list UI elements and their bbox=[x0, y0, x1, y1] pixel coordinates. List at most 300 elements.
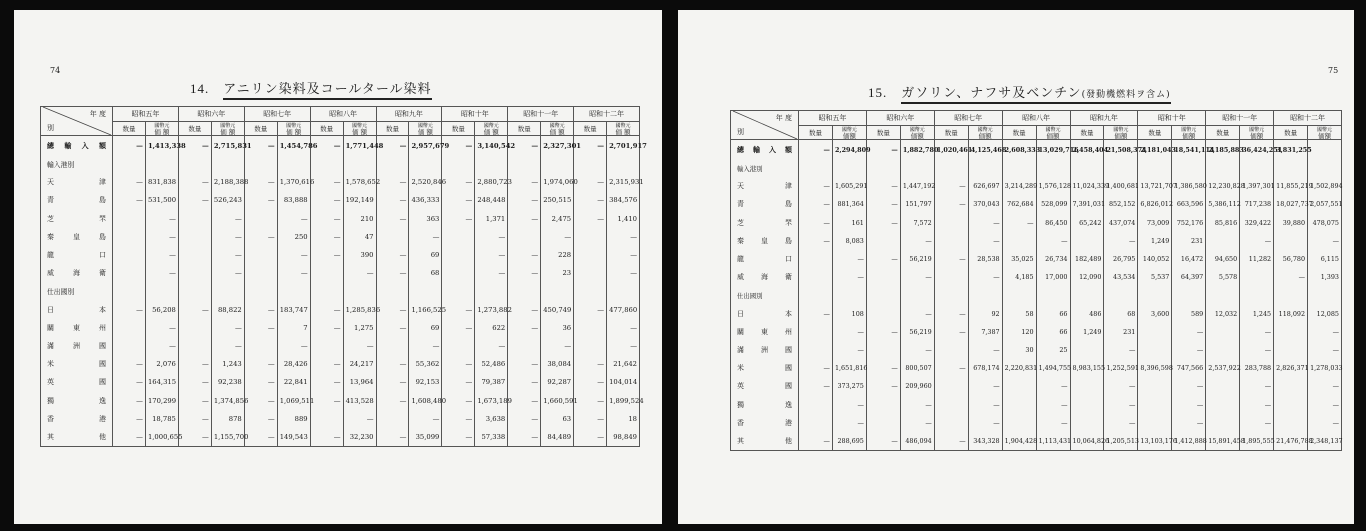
row-label: 關東州 bbox=[41, 319, 113, 337]
table-cell bbox=[934, 214, 968, 232]
value-header-label: 価 額 bbox=[615, 127, 631, 136]
table-cell: 35,025 bbox=[1002, 250, 1036, 268]
table-cell: — bbox=[1240, 377, 1274, 395]
table-cell bbox=[1206, 232, 1240, 250]
table-cell: 52,486 bbox=[475, 355, 508, 373]
table-cell: 26,734 bbox=[1036, 250, 1070, 268]
table-cell: — bbox=[607, 228, 640, 246]
table-cell: 170,299 bbox=[145, 391, 178, 409]
table-cell: — bbox=[244, 355, 277, 373]
table-cell bbox=[1274, 395, 1308, 413]
table-cell: 2,315,931 bbox=[607, 173, 640, 191]
table-cell bbox=[244, 246, 277, 264]
table-cell: 18,027,737 bbox=[1274, 195, 1308, 213]
table-cell bbox=[1138, 323, 1172, 341]
table-cell: — bbox=[442, 373, 475, 391]
table-cell: 56,219 bbox=[900, 250, 934, 268]
table-cell: 12,032 bbox=[1206, 305, 1240, 323]
table-cell: — bbox=[799, 195, 833, 213]
table-cell: 8,083 bbox=[832, 232, 866, 250]
table-cell: — bbox=[310, 428, 343, 447]
table-cell: 118,092 bbox=[1274, 305, 1308, 323]
row-label: 英 國 bbox=[41, 373, 113, 391]
page-number: 74 bbox=[50, 66, 61, 75]
table-cell bbox=[244, 337, 277, 355]
table-cell bbox=[1206, 414, 1240, 432]
year-header: 昭和十二年 bbox=[1274, 111, 1342, 126]
table-cell: 4,185 bbox=[1002, 268, 1036, 286]
table-cell bbox=[541, 282, 574, 300]
table-cell: 1,386,580 bbox=[1172, 177, 1206, 195]
table-cell bbox=[1274, 341, 1308, 359]
value-unit-label: 國幣元 bbox=[909, 126, 925, 133]
value-header-label: 価 額 bbox=[154, 127, 170, 136]
header-category-label: 別 bbox=[47, 124, 54, 132]
table-cell bbox=[178, 282, 211, 300]
table-cell: — bbox=[310, 210, 343, 228]
value-header bbox=[1104, 126, 1138, 140]
table-cell bbox=[178, 155, 211, 173]
table-cell: 183,747 bbox=[277, 301, 310, 319]
table-cell: 486 bbox=[1070, 305, 1104, 323]
table-cell: — bbox=[244, 228, 277, 246]
table-cell: 1,605,291 bbox=[832, 177, 866, 195]
table-cell bbox=[968, 159, 1002, 177]
table-cell bbox=[508, 337, 541, 355]
table-cell: 92,238 bbox=[211, 373, 244, 391]
table-cell bbox=[1036, 159, 1070, 177]
row-label: 天 津 bbox=[41, 173, 113, 191]
table-cell: — bbox=[1172, 323, 1206, 341]
table-cell bbox=[866, 305, 900, 323]
table-cell: 32,230 bbox=[343, 428, 376, 447]
table-cell: 1,400,681 bbox=[1104, 177, 1138, 195]
value-header bbox=[832, 126, 866, 140]
table-cell bbox=[799, 395, 833, 413]
quantity-header: 数量 bbox=[866, 126, 900, 140]
table-cell bbox=[1070, 414, 1104, 432]
table-cell: — bbox=[376, 191, 409, 209]
table-cell: 140,052 bbox=[1138, 250, 1172, 268]
table-cell: — bbox=[376, 136, 409, 156]
table-cell: 1,374,856 bbox=[211, 391, 244, 409]
table-cell bbox=[442, 155, 475, 173]
value-unit-label: 國幣元 bbox=[352, 122, 368, 129]
table-cell: — bbox=[508, 373, 541, 391]
table-cell: — bbox=[832, 250, 866, 268]
table-cell: 717,238 bbox=[1240, 195, 1274, 213]
header-year-label: 年 度 bbox=[89, 110, 106, 118]
table-cell bbox=[1002, 377, 1036, 395]
table-cell: 3,214,289 bbox=[1002, 177, 1036, 195]
table-cell: — bbox=[508, 136, 541, 156]
table-cell: 2,715,831 bbox=[211, 136, 244, 156]
table-cell bbox=[1240, 159, 1274, 177]
table-cell: 11,282 bbox=[1240, 250, 1274, 268]
table-cell: — bbox=[799, 359, 833, 377]
table-cell: 69 bbox=[409, 246, 442, 264]
table-cell: — bbox=[1172, 377, 1206, 395]
table-cell: — bbox=[1240, 414, 1274, 432]
table-cell: 65,242 bbox=[1070, 214, 1104, 232]
table-row bbox=[41, 282, 640, 300]
header-corner-box bbox=[43, 107, 110, 135]
table-cell bbox=[1002, 286, 1036, 304]
row-label: 仕出國別 bbox=[731, 286, 799, 304]
table-cell: — bbox=[1240, 323, 1274, 341]
table-cell: — bbox=[442, 191, 475, 209]
table-cell: 18 bbox=[607, 410, 640, 428]
table-cell: 2,220,831 bbox=[1002, 359, 1036, 377]
table-cell: 2,185,883 bbox=[1206, 140, 1240, 160]
table-cell: 7 bbox=[277, 319, 310, 337]
table-cell bbox=[244, 264, 277, 282]
table-cell bbox=[376, 155, 409, 173]
table-cell: 21,642 bbox=[607, 355, 640, 373]
quantity-header: 数量 bbox=[1070, 126, 1104, 140]
quantity-header: 数量 bbox=[799, 126, 833, 140]
table-cell: 343,328 bbox=[968, 432, 1002, 451]
table-row bbox=[41, 319, 640, 337]
table-cell: 390 bbox=[343, 246, 376, 264]
table-cell bbox=[1104, 286, 1138, 304]
value-header bbox=[1036, 126, 1070, 140]
table-cell: 526,243 bbox=[211, 191, 244, 209]
table-cell: — bbox=[376, 173, 409, 191]
table-cell: — bbox=[113, 410, 146, 428]
table-cell: 30 bbox=[1002, 341, 1036, 359]
table-cell: — bbox=[145, 228, 178, 246]
table-cell: — bbox=[508, 410, 541, 428]
table-cell bbox=[475, 155, 508, 173]
value-unit-label: 國幣元 bbox=[549, 122, 565, 129]
row-label: 龍 口 bbox=[731, 250, 799, 268]
data-table bbox=[730, 110, 1342, 451]
table-row bbox=[41, 173, 640, 191]
table-row bbox=[731, 323, 1342, 341]
row-label: 獨 逸 bbox=[731, 395, 799, 413]
table-row bbox=[731, 195, 1342, 213]
table-cell bbox=[866, 341, 900, 359]
table-row bbox=[731, 377, 1342, 395]
table-cell: — bbox=[442, 355, 475, 373]
table-cell bbox=[113, 210, 146, 228]
value-unit-label: 國幣元 bbox=[286, 122, 302, 129]
row-label: 米 國 bbox=[731, 359, 799, 377]
table-cell: — bbox=[934, 323, 968, 341]
value-header-label: 価 額 bbox=[483, 127, 499, 136]
table-cell bbox=[934, 268, 968, 286]
table-cell: — bbox=[113, 355, 146, 373]
table-cell: 1,447,192 bbox=[900, 177, 934, 195]
table-cell: — bbox=[244, 373, 277, 391]
table-cell: 1,069,511 bbox=[277, 391, 310, 409]
value-header-label: 価額 bbox=[1114, 131, 1128, 140]
table-cell bbox=[832, 159, 866, 177]
table-cell: — bbox=[211, 246, 244, 264]
table-cell: — bbox=[607, 337, 640, 355]
table-cell bbox=[1206, 159, 1240, 177]
table-cell: — bbox=[113, 136, 146, 156]
year-header: 昭和十一年 bbox=[508, 107, 574, 122]
table-cell: 35,099 bbox=[409, 428, 442, 447]
table-cell: — bbox=[574, 173, 607, 191]
table-row bbox=[731, 268, 1342, 286]
table-cell: — bbox=[475, 264, 508, 282]
table-number: 15. bbox=[868, 85, 888, 100]
subheader-row bbox=[731, 126, 1342, 140]
table-cell: 36,424,251 bbox=[1240, 140, 1274, 160]
table-cell: 747,566 bbox=[1172, 359, 1206, 377]
table-cell: 5,386,112 bbox=[1206, 195, 1240, 213]
table-cell bbox=[277, 155, 310, 173]
table-cell bbox=[934, 159, 968, 177]
table-cell: 64,397 bbox=[1172, 268, 1206, 286]
table-cell: — bbox=[934, 305, 968, 323]
table-cell: 528,099 bbox=[1036, 195, 1070, 213]
table-cell: 2,537,922 bbox=[1206, 359, 1240, 377]
year-header: 昭和五年 bbox=[799, 111, 867, 126]
table-cell bbox=[310, 264, 343, 282]
year-header: 昭和九年 bbox=[1070, 111, 1138, 126]
table-cell: — bbox=[866, 214, 900, 232]
table-row bbox=[731, 250, 1342, 268]
table-cell: — bbox=[277, 246, 310, 264]
table-cell: — bbox=[1308, 341, 1342, 359]
table-cell bbox=[1308, 286, 1342, 304]
table-cell: 13,029,716 bbox=[1036, 140, 1070, 160]
value-header bbox=[1308, 126, 1342, 140]
table-cell bbox=[1070, 232, 1104, 250]
table-cell: 24,217 bbox=[343, 355, 376, 373]
table-cell: — bbox=[1104, 232, 1138, 250]
table-cell: — bbox=[1036, 232, 1070, 250]
table-cell: 57,338 bbox=[475, 428, 508, 447]
table-cell: — bbox=[866, 359, 900, 377]
table-cell: — bbox=[145, 246, 178, 264]
row-label: 輸入港別 bbox=[731, 159, 799, 177]
table-cell: — bbox=[607, 246, 640, 264]
table-cell: — bbox=[409, 228, 442, 246]
value-header-label: 価 額 bbox=[417, 127, 433, 136]
table-row bbox=[41, 428, 640, 447]
table-cell: — bbox=[376, 355, 409, 373]
row-label: 日 本 bbox=[41, 301, 113, 319]
year-header: 昭和七年 bbox=[244, 107, 310, 122]
table-cell: 2,475 bbox=[541, 210, 574, 228]
table-cell: — bbox=[178, 391, 211, 409]
row-label: 其 他 bbox=[731, 432, 799, 451]
table-cell: — bbox=[508, 191, 541, 209]
quantity-header: 数量 bbox=[574, 122, 607, 136]
table-cell bbox=[376, 228, 409, 246]
table-cell bbox=[343, 282, 376, 300]
year-header: 昭和十年 bbox=[442, 107, 508, 122]
table-cell: — bbox=[343, 337, 376, 355]
table-cell: 47 bbox=[343, 228, 376, 246]
value-unit-label: 國幣元 bbox=[1181, 126, 1197, 133]
table-cell: 15,891,458 bbox=[1206, 432, 1240, 451]
table-cell: 1,393 bbox=[1308, 268, 1342, 286]
table-cell: 436,333 bbox=[409, 191, 442, 209]
table-cell: — bbox=[508, 428, 541, 447]
table-cell: — bbox=[574, 210, 607, 228]
table-row bbox=[41, 301, 640, 319]
table-cell: 16,472 bbox=[1172, 250, 1206, 268]
table-cell: 66 bbox=[1036, 323, 1070, 341]
table-cell: 1,412,888 bbox=[1172, 432, 1206, 451]
table-cell: — bbox=[900, 395, 934, 413]
table-cell: 12,090 bbox=[1070, 268, 1104, 286]
table-cell: — bbox=[574, 301, 607, 319]
table-cell: 2,826,371 bbox=[1274, 359, 1308, 377]
table-cell: — bbox=[866, 377, 900, 395]
table-cell bbox=[574, 319, 607, 337]
table-cell: — bbox=[211, 319, 244, 337]
table-cell: 1,899,524 bbox=[607, 391, 640, 409]
table-cell bbox=[1138, 395, 1172, 413]
row-label: 威海衛 bbox=[731, 268, 799, 286]
table-cell: 104,014 bbox=[607, 373, 640, 391]
table-cell bbox=[799, 268, 833, 286]
table-cell: 85,816 bbox=[1206, 214, 1240, 232]
page-number: 75 bbox=[1328, 66, 1339, 75]
year-header: 昭和八年 bbox=[1002, 111, 1070, 126]
table-cell bbox=[934, 286, 968, 304]
table-cell: — bbox=[442, 319, 475, 337]
table-cell bbox=[1206, 395, 1240, 413]
table-cell: — bbox=[799, 305, 833, 323]
table-cell: 852,152 bbox=[1104, 195, 1138, 213]
quantity-header: 数量 bbox=[1002, 126, 1036, 140]
table-cell: 1,895,555 bbox=[1240, 432, 1274, 451]
table-cell bbox=[574, 337, 607, 355]
table-cell: 1,155,700 bbox=[211, 428, 244, 447]
quantity-header: 数量 bbox=[113, 122, 146, 136]
table-row bbox=[41, 191, 640, 209]
table-cell: 1,020,461 bbox=[934, 140, 968, 160]
table-cell bbox=[508, 228, 541, 246]
row-label: 青 島 bbox=[731, 195, 799, 213]
table-cell: 1,113,431 bbox=[1036, 432, 1070, 451]
table-cell: — bbox=[968, 377, 1002, 395]
table-cell: 2,076 bbox=[145, 355, 178, 373]
table-cell: — bbox=[607, 319, 640, 337]
table-cell: 13,964 bbox=[343, 373, 376, 391]
total-row bbox=[731, 140, 1342, 160]
table-cell bbox=[376, 282, 409, 300]
value-header-label: 価額 bbox=[842, 131, 856, 140]
table-cell: 413,528 bbox=[343, 391, 376, 409]
table-cell: 283,788 bbox=[1240, 359, 1274, 377]
table-cell: 288,695 bbox=[832, 432, 866, 451]
value-unit-label: 國幣元 bbox=[1317, 126, 1333, 133]
table-cell: — bbox=[1172, 395, 1206, 413]
table-cell: — bbox=[832, 268, 866, 286]
value-header bbox=[1172, 126, 1206, 140]
table-cell bbox=[799, 159, 833, 177]
value-unit-label: 國幣元 bbox=[483, 122, 499, 129]
table-cell: 22,841 bbox=[277, 373, 310, 391]
table-row bbox=[731, 305, 1342, 323]
value-header bbox=[607, 122, 640, 136]
row-label: 青 島 bbox=[41, 191, 113, 209]
table-cell: — bbox=[244, 191, 277, 209]
value-header bbox=[475, 122, 508, 136]
table-cell: — bbox=[934, 177, 968, 195]
table-cell bbox=[244, 155, 277, 173]
table-cell: 1,576,128 bbox=[1036, 177, 1070, 195]
left-page bbox=[14, 10, 662, 524]
table-cell: — bbox=[1308, 377, 1342, 395]
year-header: 昭和五年 bbox=[113, 107, 179, 122]
year-header: 昭和八年 bbox=[310, 107, 376, 122]
table-cell: 1,413,338 bbox=[145, 136, 178, 156]
table-cell: — bbox=[244, 410, 277, 428]
table-cell bbox=[799, 250, 833, 268]
table-cell bbox=[1002, 159, 1036, 177]
quantity-header: 数量 bbox=[244, 122, 277, 136]
table-cell bbox=[799, 323, 833, 341]
table-cell bbox=[178, 264, 211, 282]
table-cell: 1,882,780 bbox=[900, 140, 934, 160]
table-cell: — bbox=[113, 428, 146, 447]
table-cell: — bbox=[113, 391, 146, 409]
table-cell: 1,454,786 bbox=[277, 136, 310, 156]
table-cell: — bbox=[145, 319, 178, 337]
table-cell bbox=[376, 337, 409, 355]
table-cell: 28,426 bbox=[277, 355, 310, 373]
table-cell: — bbox=[968, 268, 1002, 286]
table-cell: 1,651,816 bbox=[832, 359, 866, 377]
table-cell: 7,391,031 bbox=[1070, 195, 1104, 213]
table-cell: 55,362 bbox=[409, 355, 442, 373]
table-title-main: ガソリン、ナフサ及ベンチン bbox=[901, 86, 1082, 101]
table-cell: 363 bbox=[409, 210, 442, 228]
table-cell: 1,673,189 bbox=[475, 391, 508, 409]
row-label: 日 本 bbox=[731, 305, 799, 323]
table-cell: — bbox=[934, 195, 968, 213]
table-cell bbox=[1240, 268, 1274, 286]
table-cell: 18,785 bbox=[145, 410, 178, 428]
table-cell: 25 bbox=[1036, 341, 1070, 359]
table-row bbox=[41, 337, 640, 355]
table-cell: — bbox=[244, 301, 277, 319]
table-cell: — bbox=[1308, 414, 1342, 432]
table-cell: 63 bbox=[541, 410, 574, 428]
table-cell: 486,094 bbox=[900, 432, 934, 451]
table-cell: 209,960 bbox=[900, 377, 934, 395]
table-cell bbox=[934, 341, 968, 359]
table-cell: — bbox=[866, 195, 900, 213]
year-header: 昭和六年 bbox=[866, 111, 934, 126]
table-cell: — bbox=[113, 173, 146, 191]
table-cell bbox=[244, 210, 277, 228]
value-header bbox=[211, 122, 244, 136]
table-cell: 86,450 bbox=[1036, 214, 1070, 232]
table-cell: — bbox=[1104, 414, 1138, 432]
table-cell: 83,888 bbox=[277, 191, 310, 209]
table-cell: — bbox=[310, 301, 343, 319]
table-cell: — bbox=[310, 136, 343, 156]
table-cell bbox=[475, 282, 508, 300]
table-cell: 373,275 bbox=[832, 377, 866, 395]
table-cell bbox=[1036, 286, 1070, 304]
quantity-header: 数量 bbox=[1138, 126, 1172, 140]
table-cell: 831,838 bbox=[145, 173, 178, 191]
table-cell: 92,153 bbox=[409, 373, 442, 391]
table-cell: — bbox=[508, 173, 541, 191]
